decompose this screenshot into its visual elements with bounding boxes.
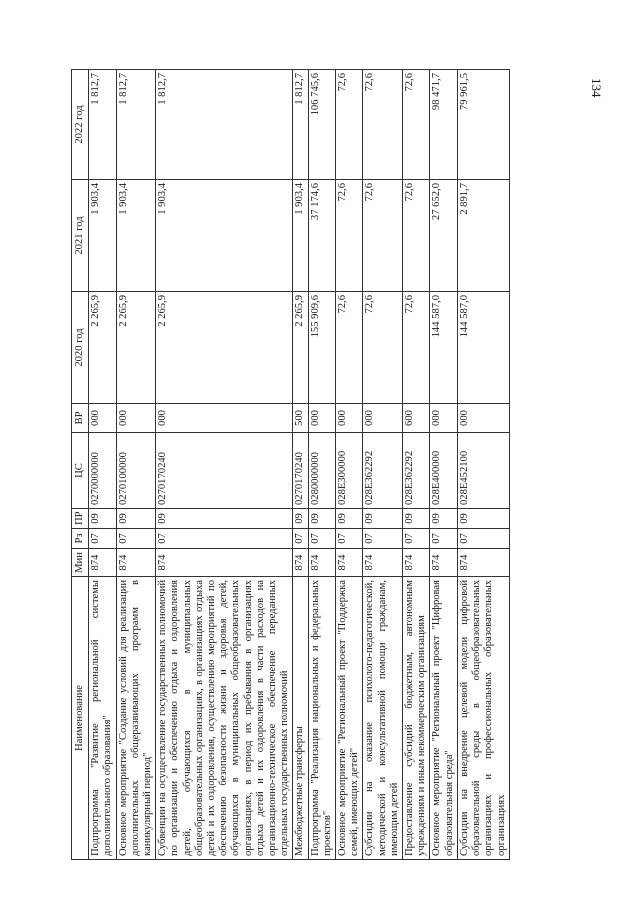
row-min: 874: [293, 549, 308, 577]
row-2022: 72,6: [363, 70, 403, 180]
row-cs: 028E452100: [457, 433, 509, 509]
row-rz: 07: [116, 529, 156, 549]
row-cs: 0280000000: [308, 433, 335, 509]
row-min: 874: [89, 549, 116, 577]
table-row: [336, 70, 363, 860]
row-vr: 000: [363, 404, 403, 433]
header-min: Мин: [72, 549, 89, 577]
row-vr: 000: [457, 404, 509, 433]
row-2021: 1 903,4: [116, 180, 156, 292]
row-rz: 07: [336, 529, 363, 549]
row-name: Основное мероприятие "Создание условий для реализации дополнительных общеразвивающих программ в каникулярный период": [116, 577, 156, 860]
row-cs: 028E362292: [403, 433, 430, 509]
row-name: Основное мероприятие "Региональный проект "Поддержка семей, имеющих детей": [336, 577, 363, 860]
row-vr: 000: [89, 404, 116, 433]
row-name: Основное мероприятие "Региональный проект "Цифровая образовательная среда": [430, 577, 457, 860]
row-2022: 1 812,7: [293, 70, 308, 180]
row-2020: 155 909,6: [308, 292, 335, 404]
header-name: Наименование: [72, 577, 89, 860]
row-pr: 09: [308, 509, 335, 529]
row-pr: 09: [336, 509, 363, 529]
row-min: 874: [156, 549, 293, 577]
row-min: 874: [403, 549, 430, 577]
row-cs: 028E300000: [336, 433, 363, 509]
row-2020: 144 587,0: [457, 292, 509, 404]
table-row: [308, 70, 335, 860]
row-vr: 000: [116, 404, 156, 433]
row-min: 874: [308, 549, 335, 577]
row-2020: 2 265,9: [89, 292, 116, 404]
row-2021: 27 652,0: [430, 180, 457, 292]
table-row: [363, 70, 403, 860]
row-rz: 07: [293, 529, 308, 549]
row-vr: 000: [308, 404, 335, 433]
table-row: [293, 70, 308, 860]
row-2022: 98 471,7: [430, 70, 457, 180]
row-2022: 106 745,6: [308, 70, 335, 180]
table-body: [89, 70, 510, 860]
row-2020: 2 265,9: [156, 292, 293, 404]
row-2021: 72,6: [403, 180, 430, 292]
row-pr: 09: [293, 509, 308, 529]
row-2021: 1 903,4: [293, 180, 308, 292]
row-cs: 028E400000: [430, 433, 457, 509]
row-min: 874: [457, 549, 509, 577]
row-min: 874: [116, 549, 156, 577]
row-2021: 37 174,6: [308, 180, 335, 292]
row-name: Субсидии на оказание психолого-педагогической, методической и консультативной помощи гражданам, имеющим детей: [363, 577, 403, 860]
row-2021: 72,6: [363, 180, 403, 292]
row-name: Межбюджетные трансферты: [293, 577, 308, 860]
header-2021: 2021 год: [72, 180, 89, 292]
row-cs: 0270170240: [293, 433, 308, 509]
header-cs: ЦС: [72, 433, 89, 509]
header-pr: ПР: [72, 509, 89, 529]
row-vr: 000: [156, 404, 293, 433]
row-name: Подпрограмма "Развитие региональной системы дополнительного образования": [89, 577, 116, 860]
row-2020: 2 265,9: [116, 292, 156, 404]
row-2020: 144 587,0: [430, 292, 457, 404]
row-2022: 79 961,5: [457, 70, 509, 180]
row-pr: 09: [156, 509, 293, 529]
header-2022: 2022 год: [72, 70, 89, 180]
row-pr: 09: [403, 509, 430, 529]
row-name: Предоставление субсидий бюджетным, автономным учреждениям и иным некоммерческим организациям: [403, 577, 430, 860]
row-2022: 1 812,7: [89, 70, 116, 180]
row-2022: 72,6: [403, 70, 430, 180]
row-name: Подпрограмма "Реализация национальных и федеральных проектов": [308, 577, 335, 860]
row-min: 874: [336, 549, 363, 577]
rotated-budget-table-sheet: [71, 70, 561, 860]
row-rz: 07: [308, 529, 335, 549]
row-2021: 72,6: [336, 180, 363, 292]
row-2020: 72,6: [403, 292, 430, 404]
row-vr: 600: [403, 404, 430, 433]
header-rz: Рз: [72, 529, 89, 549]
row-cs: 0270170240: [156, 433, 293, 509]
row-vr: 000: [336, 404, 363, 433]
header-vr: ВР: [72, 404, 89, 433]
page-number: 134: [589, 78, 604, 98]
row-pr: 09: [116, 509, 156, 529]
row-vr: 500: [293, 404, 308, 433]
row-pr: 09: [89, 509, 116, 529]
row-2020: 72,6: [336, 292, 363, 404]
table-header-row: [72, 70, 89, 860]
row-name: Субсидии на внедрение целевой модели цифровой образовательной среды в общеобразовательных организациях и профессиональных образовательных организациях: [457, 577, 509, 860]
row-cs: 0270000000: [89, 433, 116, 509]
table-row: [156, 70, 293, 860]
row-2021: 2 891,7: [457, 180, 509, 292]
row-rz: 07: [156, 529, 293, 549]
row-rz: 07: [457, 529, 509, 549]
row-2021: 1 903,4: [156, 180, 293, 292]
row-2022: 1 812,7: [116, 70, 156, 180]
table-row: [430, 70, 457, 860]
header-2020: 2020 год: [72, 292, 89, 404]
row-pr: 09: [430, 509, 457, 529]
row-cs: 028E362292: [363, 433, 403, 509]
table-row: [89, 70, 116, 860]
table-row: [116, 70, 156, 860]
row-name: Субвенции на осуществление государственных полномочий по организации и обеспечению отдыха и оздоровления детей, обучающихся в муниципальных общеобразовательных организациях, в организациях отдыха детей и их оздоровления, осуществлению мероприятий по обеспечению безопасности жизни и здоровья детей, обучающихся в муниципальных общеобразовательных организациях, в период их пребывания в организациях отдыха детей и их оздоровления в части расходов на организационно-техническое обеспечение переданных отдельных государственных полномочий: [156, 577, 293, 860]
row-rz: 07: [363, 529, 403, 549]
row-min: 874: [363, 549, 403, 577]
row-rz: 07: [403, 529, 430, 549]
row-2021: 1 903,4: [89, 180, 116, 292]
budget-table: [71, 69, 510, 860]
table-row: [403, 70, 430, 860]
row-2020: 2 265,9: [293, 292, 308, 404]
row-pr: 09: [363, 509, 403, 529]
row-2022: 72,6: [336, 70, 363, 180]
row-2020: 72,6: [363, 292, 403, 404]
row-2022: 1 812,7: [156, 70, 293, 180]
row-min: 874: [430, 549, 457, 577]
row-vr: 000: [430, 404, 457, 433]
row-rz: 07: [89, 529, 116, 549]
table-row: [457, 70, 509, 860]
row-cs: 0270100000: [116, 433, 156, 509]
row-pr: 09: [457, 509, 509, 529]
row-rz: 07: [430, 529, 457, 549]
